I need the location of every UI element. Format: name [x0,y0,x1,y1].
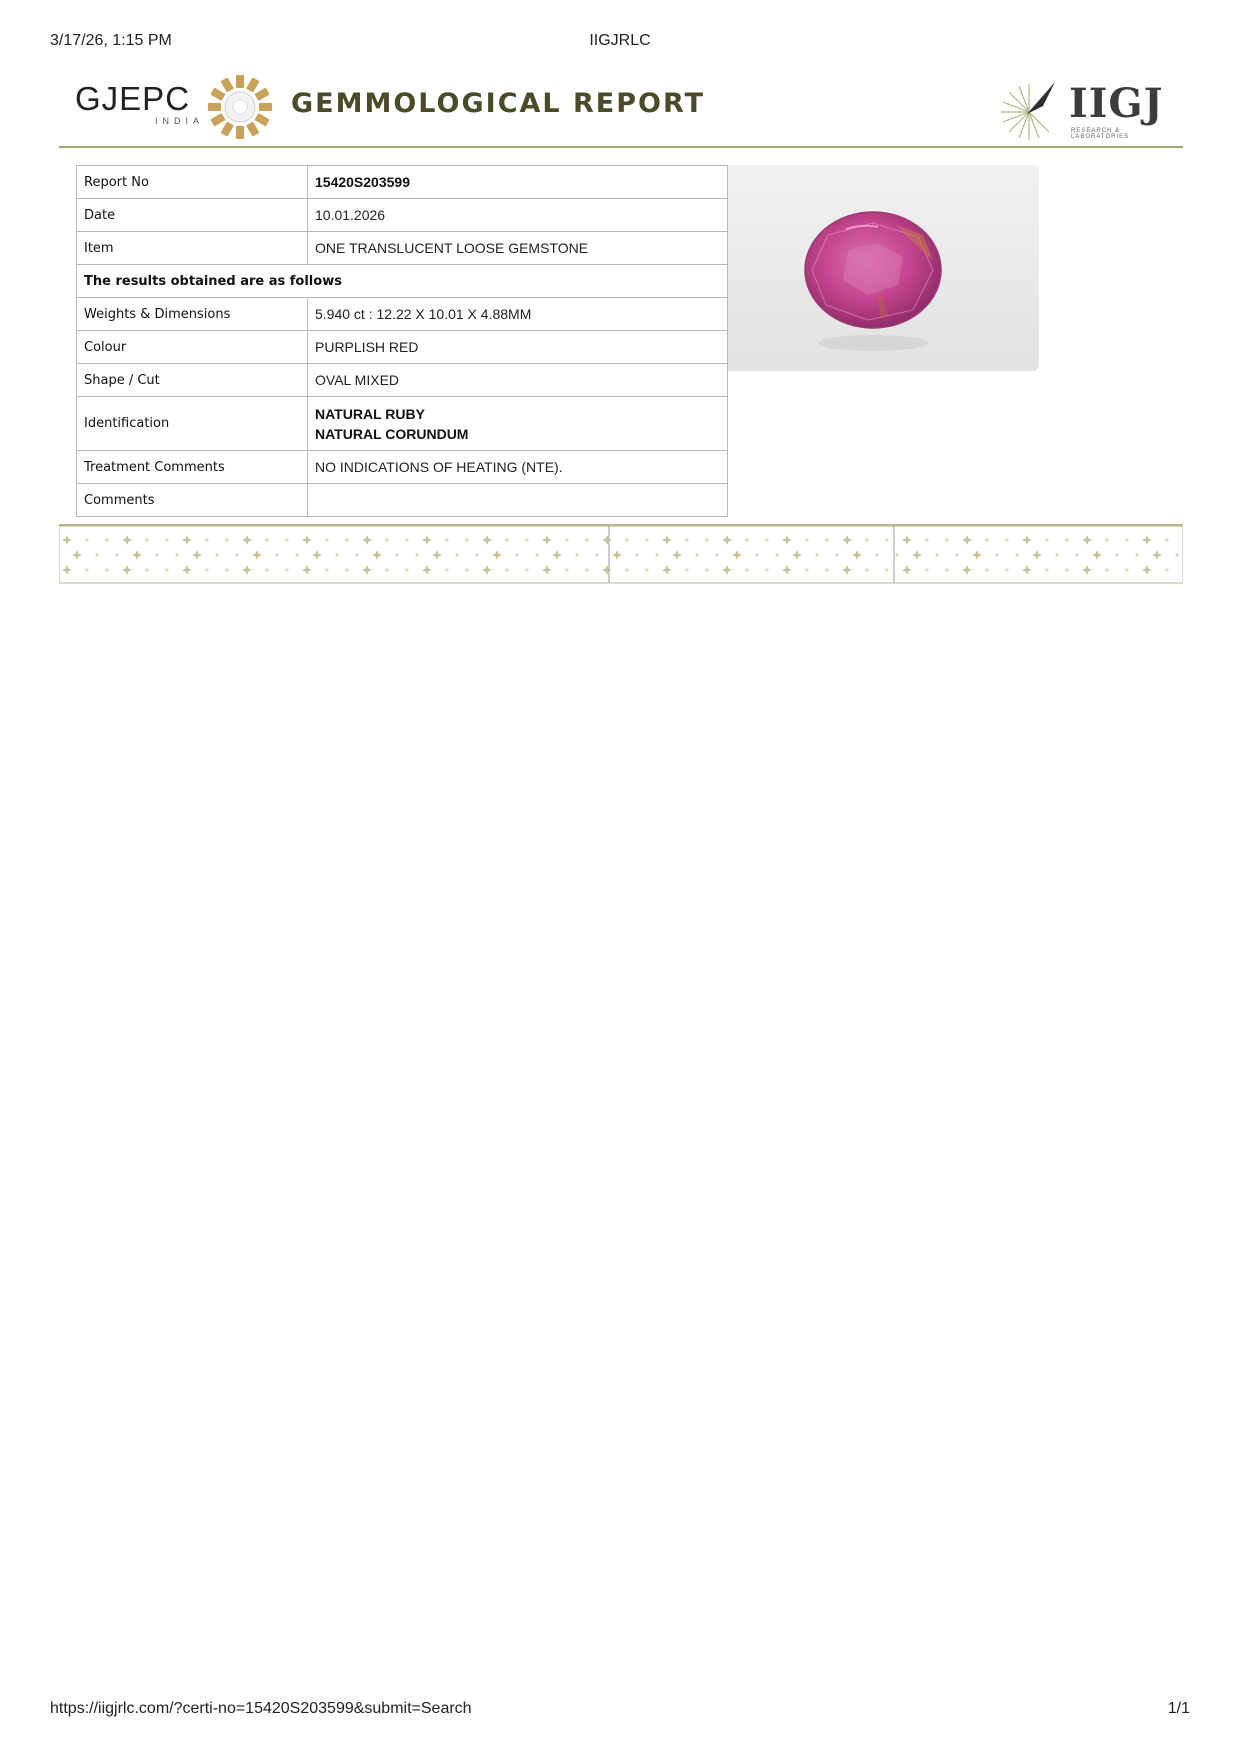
colour-value: PURPLISH RED [308,331,728,364]
date-value: 10.01.2026 [308,199,728,232]
report-no-value: 15420S203599 [308,166,728,199]
report-table [76,165,728,517]
table-row [77,166,728,199]
table-row [77,451,728,484]
comments-value [308,484,728,517]
gem-photo [728,165,1039,371]
treatment-value: NO INDICATIONS OF HEATING (NTE). [308,451,728,484]
table-row [77,397,728,451]
gjepc-logo-text: GJEPC [75,80,191,117]
identification-line-1: NATURAL RUBY [315,405,425,422]
comments-label: Comments [77,484,308,517]
gjepc-sun-icon [205,72,275,142]
starburst-icon [997,76,1067,140]
table-row [77,331,728,364]
report-title: GEMMOLOGICAL REPORT [291,88,705,119]
header-rule [59,146,1183,148]
iigj-logo-subtext: RESEARCH & LABORATORIES [1071,128,1130,140]
gjepc-logo [75,70,275,140]
print-page-number: 1/1 [1167,1700,1190,1717]
gjepc-logo-subtext: INDIA [155,116,205,126]
print-footer [50,1700,1190,1754]
table-row [77,298,728,331]
table-row [77,484,728,517]
identification-label: Identification [77,397,308,451]
print-date-time: 3/17/26, 1:15 PM [50,32,172,49]
item-label: Item [77,232,308,265]
identification-value [308,397,728,451]
ruby-gemstone-image [728,165,1039,371]
identification-line-2: NATURAL CORUNDUM [315,425,469,442]
table-row [77,199,728,232]
colour-label: Colour [77,331,308,364]
decorative-star-pattern [59,524,1183,584]
item-value: ONE TRANSLUCENT LOOSE GEMSTONE [308,232,728,265]
iigj-logo-text: IIGJ [1069,80,1164,127]
report-no-label: Report No [77,166,308,199]
print-url: https://iigjrlc.com/?certi-no=15420S203599&submit=Search [50,1700,472,1717]
table-row [77,364,728,397]
table-row [77,265,728,298]
print-page-title: IIGJRLC [589,32,651,49]
weights-value: 5.940 ct : 12.22 X 10.01 X 4.88MM [308,298,728,331]
iigj-logo [997,70,1167,142]
table-row [77,232,728,265]
report-header [59,66,1183,146]
results-heading: The results obtained are as follows [77,265,728,298]
shape-label: Shape / Cut [77,364,308,397]
print-header [50,32,1190,54]
weights-label: Weights & Dimensions [77,298,308,331]
date-label: Date [77,199,308,232]
shape-value: OVAL MIXED [308,364,728,397]
treatment-label: Treatment Comments [77,451,308,484]
